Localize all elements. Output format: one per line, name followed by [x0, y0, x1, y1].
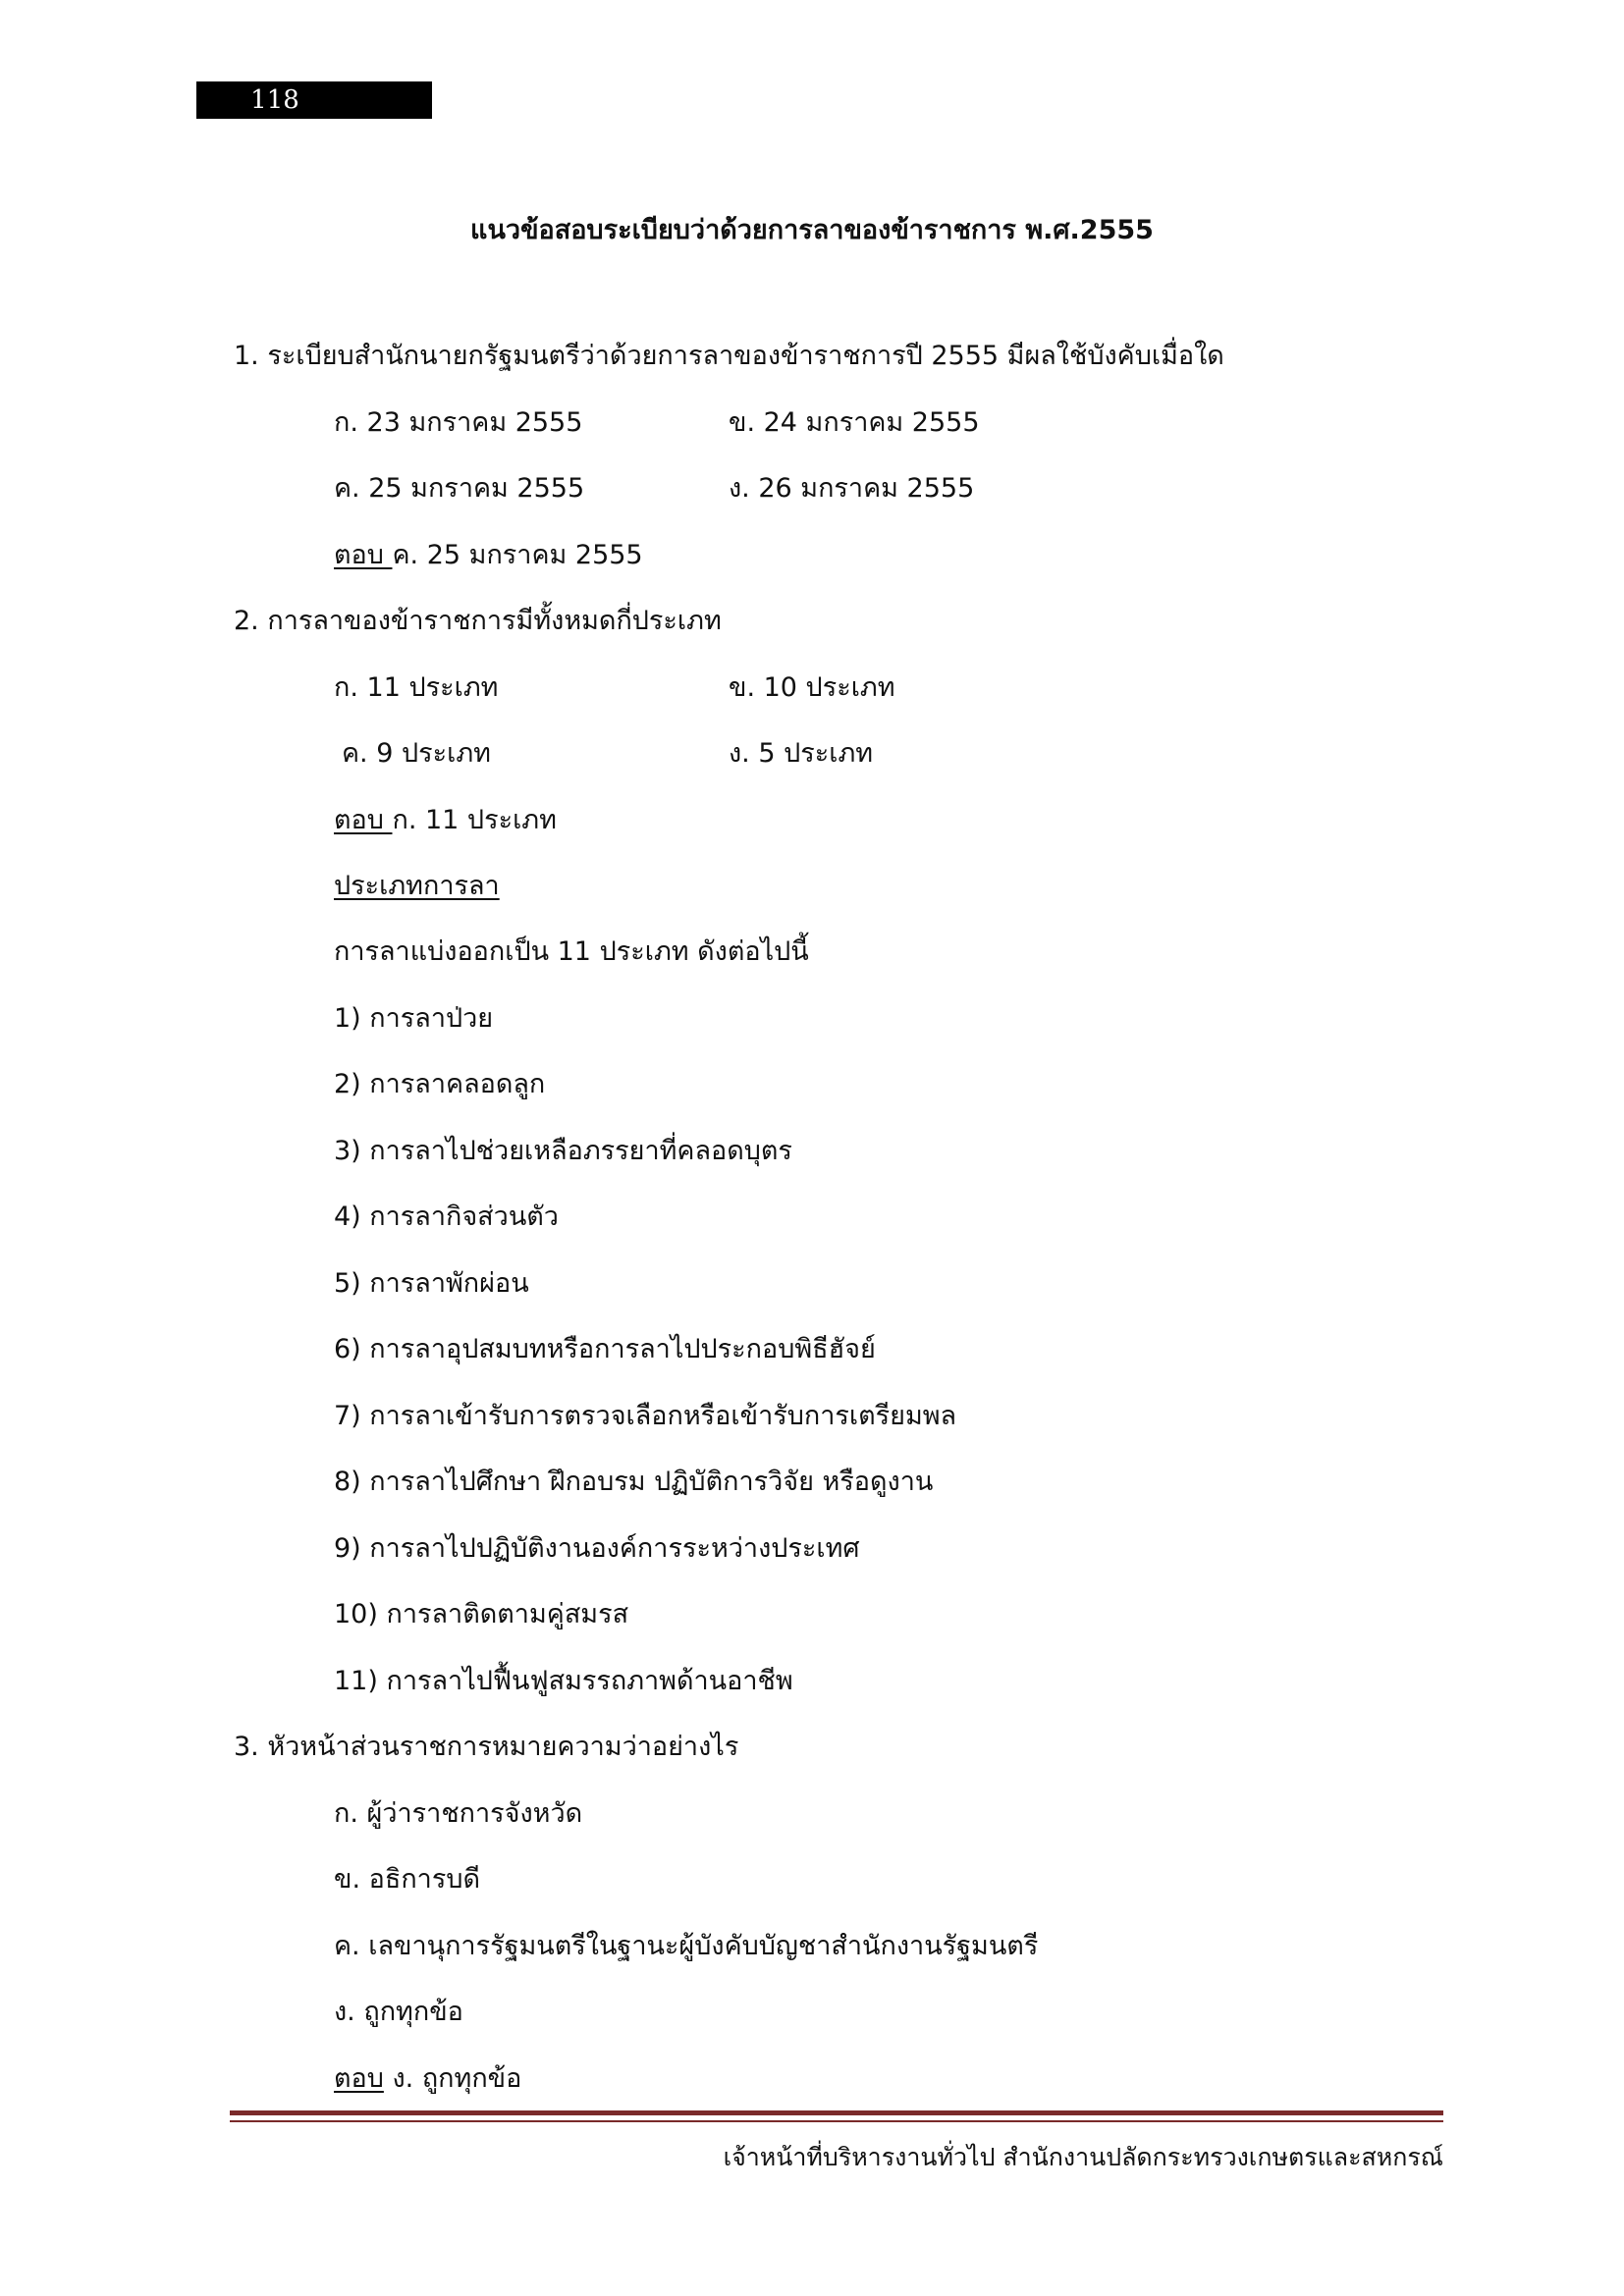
leave-type-item: 2) การลาคลอดลูก: [334, 1069, 546, 1099]
q2-answer-text: ก. 11 ประเภท: [392, 805, 557, 835]
document-title: แนวข้อสอบระเบียบว่าด้วยการลาของข้าราชการ พ.ศ.2555: [470, 215, 1154, 245]
footer-rule: [230, 2110, 1443, 2115]
q2-option-c: ค. 9 ประเภท: [342, 738, 491, 769]
q1-answer-text: ค. 25 มกราคม 2555: [392, 540, 643, 570]
leave-type-item: 10) การลาติดตามคู่สมรส: [334, 1599, 629, 1629]
footer-text: เจ้าหน้าที่บริหารงานทั่วไป สำนักงานปลัดกระทรวงเกษตรและสหกรณ์: [723, 2143, 1443, 2171]
q3-answer-text: ง. ถูกทุกข้อ: [383, 2063, 522, 2094]
page-number-box: [196, 81, 432, 119]
q2-option-a: ก. 11 ประเภท: [334, 672, 499, 703]
q1-answer-label: ตอบ: [334, 540, 393, 570]
leave-type-item: 7) การลาเข้ารับการตรวจเลือกหรือเข้ารับการเตรียมพล: [334, 1401, 957, 1431]
leave-types-heading: ประเภทการลา: [334, 871, 500, 901]
question-2: 2. การลาของข้าราชการมีทั้งหมดกี่ประเภท: [234, 606, 722, 636]
question-1: 1. ระเบียบสำนักนายกรัฐมนตรีว่าด้วยการลาของข้าราชการปี 2555 มีผลใช้บังคับเมื่อใด: [234, 341, 1224, 371]
leave-type-item: 1) การลาป่วย: [334, 1003, 494, 1034]
q3-option-b: ข. อธิการบดี: [334, 1864, 481, 1895]
q3-option-c: ค. เลขานุการรัฐมนตรีในฐานะผู้บังคับบัญชาสำนักงานรัฐมนตรี: [334, 1931, 1039, 1961]
page-number: 118: [250, 85, 299, 115]
q2-option-d: ง. 5 ประเภท: [729, 738, 874, 769]
q1-option-c: ค. 25 มกราคม 2555: [334, 473, 585, 504]
q1-option-a: ก. 23 มกราคม 2555: [334, 407, 583, 438]
leave-type-item: 4) การลากิจส่วนตัว: [334, 1201, 559, 1232]
leave-type-item: 8) การลาไปศึกษา ฝึกอบรม ปฏิบัติการวิจัย หรือดูงาน: [334, 1467, 934, 1497]
q3-option-a: ก. ผู้ว่าราชการจังหวัด: [334, 1798, 583, 1829]
q1-option-d: ง. 26 มกราคม 2555: [729, 473, 975, 504]
leave-type-item: 11) การลาไปฟื้นฟูสมรรถภาพด้านอาชีพ: [334, 1666, 793, 1696]
q3-answer-label: ตอบ: [334, 2063, 384, 2094]
question-3: 3. หัวหน้าส่วนราชการหมายความว่าอย่างไร: [234, 1732, 739, 1762]
q1-option-b: ข. 24 มกราคม 2555: [729, 407, 980, 438]
q2-answer: [334, 804, 557, 837]
q3-answer: [334, 2062, 521, 2096]
q1-answer: [334, 539, 643, 572]
leave-type-item: 6) การลาอุปสมบทหรือการลาไปประกอบพิธีฮัจย์: [334, 1334, 876, 1364]
q2-option-b: ข. 10 ประเภท: [729, 672, 895, 703]
footer-rule-thin: [230, 2120, 1443, 2122]
leave-type-item: 3) การลาไปช่วยเหลือภรรยาที่คลอดบุตร: [334, 1136, 792, 1166]
leave-types-intro: การลาแบ่งออกเป็น 11 ประเภท ดังต่อไปนี้: [334, 936, 809, 967]
leave-type-item: 5) การลาพักผ่อน: [334, 1268, 529, 1299]
leave-type-item: 9) การลาไปปฏิบัติงานองค์การระหว่างประเทศ: [334, 1533, 860, 1564]
q3-option-d: ง. ถูกทุกข้อ: [334, 1997, 463, 2027]
q2-answer-label: ตอบ: [334, 805, 393, 835]
